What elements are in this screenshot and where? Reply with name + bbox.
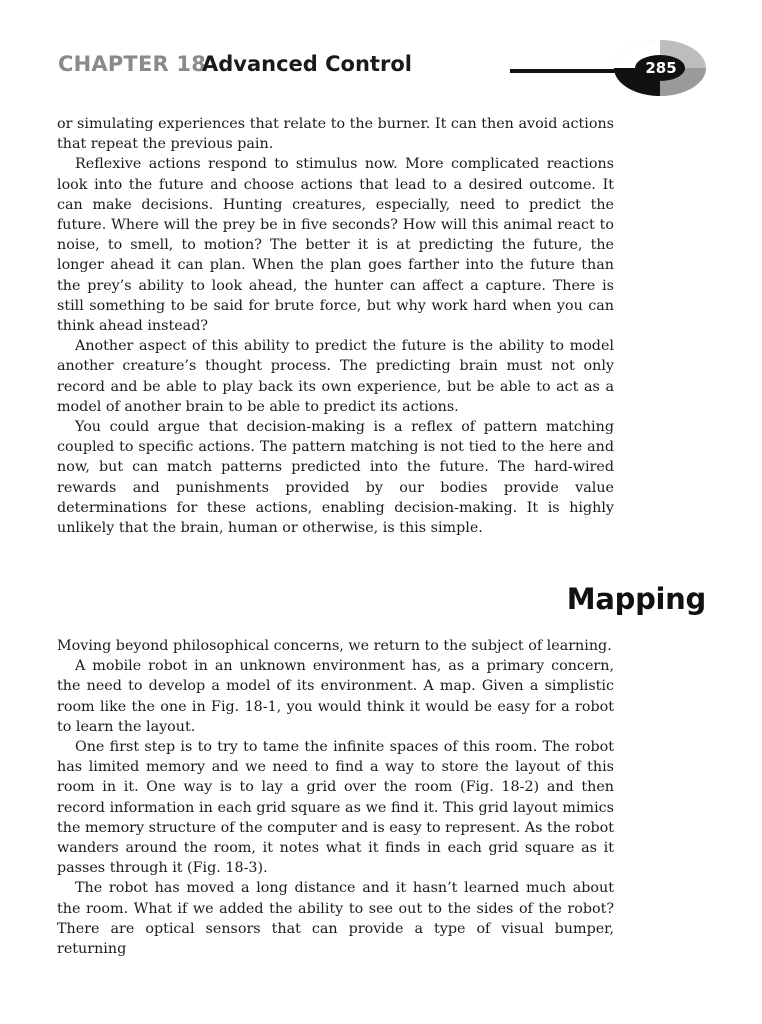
section-heading: Mapping — [566, 582, 706, 616]
chapter-title: Advanced Control — [202, 52, 412, 76]
paragraph: Reflexive actions respond to stimulus now. More complicated reactions look into the future and choose actions that lead to a desired outcome. It can make decisions. Hunting creatures, especially, need to predict the future. Where will the prey be in five seconds? How will this animal react to noise, to smell, to motion? The better it is at predicting the future, the longer ahead it can plan. When the plan goes farther into the future than the prey’s ability to look ahead, the hunter can affect a capture. There is still something to be said for brute force, but why work hard when you can think ahead instead? — [57, 156, 614, 335]
body-section-1 — [57, 114, 614, 538]
page-number: 285 — [645, 59, 677, 77]
paragraph: A mobile robot in an unknown environment has, as a primary concern, the need to develop a model of its environment. A map. Given a simplistic room like the one in Fig. 18-1, you would think it would be easy for a robot to learn the layout. — [57, 658, 614, 735]
chapter-label: CHAPTER 18 — [58, 52, 207, 76]
paragraph: or simulating experiences that relate to the burner. It can then avoid actions that repeat the previous pain. — [57, 116, 614, 153]
paragraph: One first step is to try to tame the infinite spaces of this room. The robot has limited memory and we need to find a way to store the layout of this room in it. One way is to lay a grid over the room (Fig. 18-2) and then record information in each grid square as we find it. This grid layout mimics the memory structure of the computer and is easy to represent. As the robot wanders around the room, it notes what it finds in each grid square as it passes through it (Fig. 18-3). — [57, 739, 614, 877]
body-section-2 — [57, 636, 614, 959]
paragraph: You could argue that decision-making is a reflex of pattern matching coupled to specific actions. The pattern matching is not tied to the here and now, but can match patterns predicted into the future. The hard-wired rewards and punishments provided by our bodies provide value determinations for these actions, enabling decision-making. It is highly unlikely that the brain, human or otherwise, is this simple. — [57, 419, 614, 537]
paragraph: Another aspect of this ability to predict the future is the ability to model another creature’s thought process. The predicting brain must not only record and be able to play back its own experience, but be able to act as a model of another brain to be able to predict its actions. — [57, 338, 614, 415]
paragraph: The robot has moved a long distance and it hasn’t learned much about the room. What if we added the ability to see out to the sides of the robot? There are optical sensors that can provide a type of visual bumper, returning — [57, 880, 614, 958]
paragraph: Moving beyond philosophical concerns, we return to the subject of learning. — [57, 638, 612, 654]
